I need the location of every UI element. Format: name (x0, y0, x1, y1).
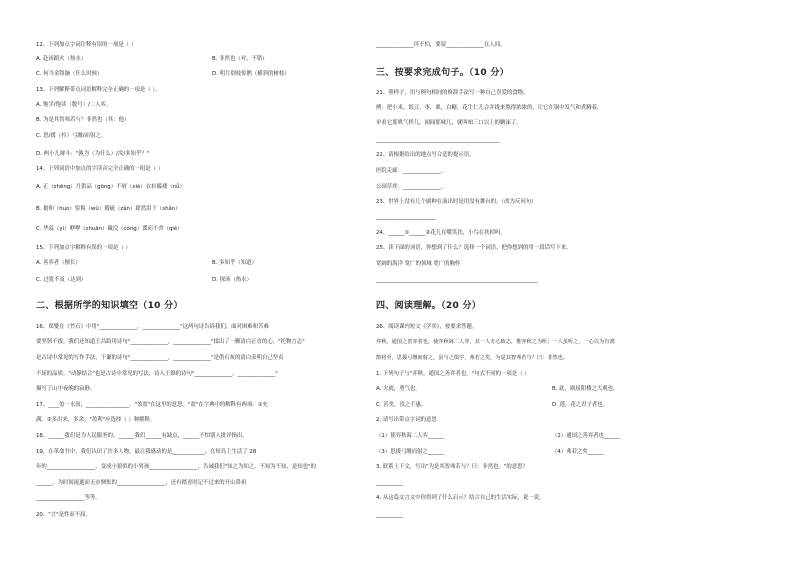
sub-q2-stem: 2. 请写出带点字词的意思 (376, 417, 437, 423)
q14-option-c: C. 华蕊（yí）咿咿（zhuān）藏浣（cóng）谍而不舍（qiè） (36, 226, 183, 232)
q15-option-c: C. 过犹不及（达到） (36, 277, 87, 283)
q25-stem: 25、读下面的词语，你想到了什么？选择一个词语，把你想到的用一段话写下来。 (376, 245, 572, 251)
q12-option-a: A. 赴汤蹈火（热水） (36, 56, 87, 62)
q19-line-1: 19、在革命书中，我们认识了许多人物，最让我感动的是____________，在短岛上生活了 28 (36, 449, 257, 455)
q22-park: 公园草坪：______________。 (376, 184, 447, 190)
sub-q1-option-b: B. 此，则屈阳楼之大观也。 (552, 386, 619, 392)
q15-option-a: A. 善弈者（擅长） (36, 260, 81, 266)
q15-stem: 15、下列加点字解释有误的一项是（ ） (36, 245, 131, 251)
q13-option-d: D. 两小儿辩斗："孰为（为什么）/汝/多知乎？" (36, 151, 150, 157)
q24: 24、______①______②花儿在嘴笑扶，小鸟在扶掉吗。 (376, 230, 506, 236)
sub-q3-stem: 3. 联系上下文，写出"为是其智弗若与？曰：非然也。"的意思？ (376, 464, 528, 470)
q12-option-b: B. 非然也（对，不错） (212, 56, 268, 62)
sub-q2-item-3: （3）思援弓缴而射之______ (376, 449, 445, 455)
q22-stem: 22、请根据给出的地点写合适的提示语。 (376, 152, 475, 158)
q21-example-1: 例：把小米，饭豆，枣，栗，白糖，花生仁儿合并拢来熬得浓浓的，让它在锅中发气和煮腾着， (376, 105, 603, 111)
q16-line-2: 要坚韧不拔。我们还知道王昌龄用诗句"______________，______________"揉出了一颗清白正直的心，"托物言志" (36, 339, 305, 345)
q15-option-d: D. 探汤（热水） (212, 277, 252, 283)
q14-option-a: A. 正（zhēng）月供品（gōng）不屑（xiè）衣衫褴褛（nǚ） (36, 184, 185, 190)
passage-line-1: 弈秋，通国之善弈者也。使弈秋诲二人弈，其一人专心致志，惟弈秋之为听；一人虽听之，一心以为有鸿 (376, 339, 615, 345)
q21-example-2: 单看它那哄气样儿，闻闻那味儿，就叫咱三口以上的糖沫了。 (376, 120, 522, 126)
sub-q1-option-d: D. 莲，花之君子者也。 (552, 402, 609, 408)
q21-stem: 21、照样子，用与例句相同的修辞手法写一种自己喜爱的食物。 (376, 90, 529, 96)
q14-option-b: B. 据和（huo）髻髯（wǔ）瑕疵（zàn）肆然泪下（shǎn） (36, 206, 181, 212)
q12-option-d: D. 明月别枝惊鹊（横斜的树枝） (212, 71, 290, 77)
sub-q4-stem: 4. 从这篇文言文中你得到了什么启示？结合自己的生活实际，说一说。 (376, 495, 545, 501)
sub-q2-item-4: （4）弗若之矣______ (552, 449, 604, 455)
q16-line-4: 不屈的品质。"动静结合"也是古诗中常见的写法，诗人王维的诗句"______________，______________" (36, 371, 278, 377)
section-3-title: 三、按要求完成句子。（10 分） (376, 68, 509, 78)
sub-q4-answer-line: __________ (376, 512, 403, 518)
q22-hospital: 医院走廊：______________。 (376, 168, 447, 174)
q23-answer-line: ______________________ (376, 214, 436, 220)
q13-stem: 13、下列解释带点词语解释完全正确的一项是（ ）。 (36, 87, 161, 93)
q25-words: 宽阔的海洋 宽广的领域 宽广的胸怀 (376, 261, 461, 267)
q19-line-4: __________________等等。 (36, 495, 101, 501)
q16-line-3: 是古诗中常见的写作手法，于谦的诗句"______________，______________"是借石灰的清白表明自己坚贞 (36, 355, 284, 361)
section-4-title: 四、阅读理解。（20 分） (376, 301, 482, 311)
q13-option-b: B. 为是其智弗若与？非然也（其：他） (36, 117, 130, 123)
q23-stem: 23、世界上没有几个剧种在演出时是用没有舞台的。（改为反问句） (376, 199, 537, 205)
sub-q1-option-a: A. 夫就，勇气也。 (376, 386, 421, 392)
sub-q3-answer-line: __________ (376, 480, 403, 486)
sub-q1-option-c: C. 甚矣，汝之不惠。 (376, 402, 427, 408)
q18: 18、______我们是为人民服务的，______我们______有缺点，______不怕别人批评指出。 (36, 433, 248, 439)
q25-answer-line: ____________________________________________________________ (376, 277, 538, 283)
q17-line-1: 17、____盈一水间，________________。"盈盈"在这里的意思。"盈"在字典中的解释有两项：①充 (36, 402, 268, 408)
sub-q2-item-2: （2）通国之善弈者也______ (552, 433, 621, 439)
q19-line-2: 年的__________________，变成小狼似的小男孩__________________，告诫我们"知之为知之，不知为不知，是知也"的 (36, 464, 316, 470)
sub-q2-item-1: （1）使弈秋诲二人弈______ (376, 433, 445, 439)
passage-line-2: 鹄将至，思援弓缴而射之。虽与之俱学，弗若之矣。为是其智弗若与？曰：非然也。 (376, 355, 568, 361)
q26-stem: 26、阅读课内短文《学弈》，按要求答题。 (376, 324, 478, 330)
q13-option-c: C. 思/援（拉）弓缴/而射之。 (36, 133, 107, 139)
q12-option-c: C. 何当金络脑（什么时候） (36, 71, 103, 77)
poem-fill-line: ______________淬不怕，要留______________在人间。 (376, 42, 506, 48)
q21-answer-line: ______________________________________________ (376, 137, 500, 143)
q16-line-1: 16、郑燮在《竹石》中用"______________，______________"这两句诗告诉我们，面对困难和苦难 (36, 324, 269, 330)
q19-line-3: ______，为时间流逝而无奈惆怅的__________________，还有踏青时记不过来的开山鼻祖 (36, 480, 247, 486)
section-2-title: 二、根据所学的知识填空（10 分） (36, 301, 183, 311)
q13-option-a: A. 饱学/饱读（数号）/二人弈。 (36, 102, 112, 108)
q15-option-b: B. 多知乎（知道） (212, 260, 257, 266)
q12-stem: 12、下列加点字词注释有误的一项是（ ） (36, 42, 137, 48)
q20: 20、"言"是性而不屈。 (36, 512, 91, 518)
q14-stem: 14、下列词语中加点的字读音完全正确的一组是（ ） (36, 166, 164, 172)
q16-line-5: 描写了山中夜晚的寂静。 (36, 386, 96, 392)
sub-q1-stem: 1. 下列句子与"弈秋，通国之善弈者也。"句式不同的一项是（ ） (376, 371, 530, 377)
q17-line-2: 满。②多出来，多余。"盈利"应选择（ ）种解释。 (36, 417, 156, 423)
